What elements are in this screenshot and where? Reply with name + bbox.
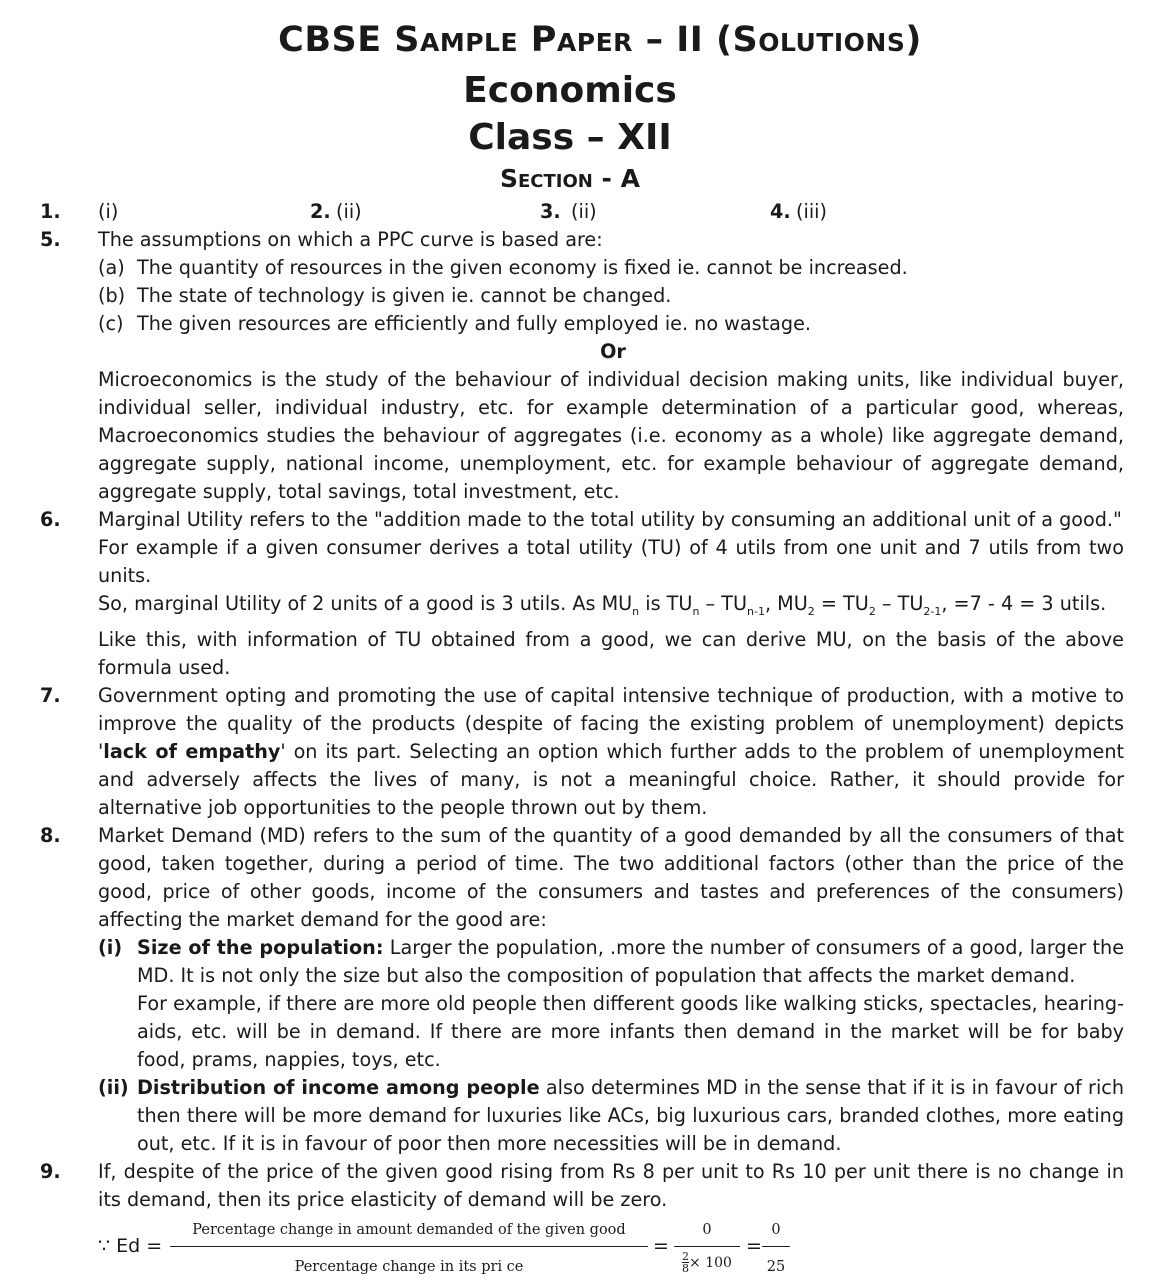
point-text: The given resources are efficiently and fully employed ie. no wastage. (137, 312, 811, 335)
q5-alternative-answer: Microeconomics is the study of the behaviour of individual decision making units, like individual buyer, individual seller, individual industry, etc. for example determination of a particular good, whereas, Macroeconomics studies the behaviour of aggregates (i.e. economy as a whole) like aggregate demand, aggregate supply, national income, unemployment, etc. for example behaviour of aggregate demand, aggregate supply, total savings, total investment, etc. (98, 368, 1124, 503)
q6-line-3: So, marginal Utility of 2 units of a good is 3 utils. As $MU_n$ is $TU_n - TU_{n-1}$, $MU_2 = TU_2 - TU_{2-1}$, =7 - 4 = 3 utils. (98, 592, 1107, 618)
formula-fraction-1: Percentage change in amount demanded of the given good Percentage change in its pri ce (170, 1216, 648, 1281)
q5-point-c (98, 310, 1124, 338)
q5-point-b (98, 282, 1124, 310)
q3-answer: (ii) (571, 200, 597, 223)
class-heading: Class – XII (468, 117, 672, 158)
or-divider: Or (600, 340, 626, 363)
q5-point-a (98, 254, 1124, 282)
q7-number: 7. (40, 683, 61, 707)
point-label: (i) (98, 935, 123, 959)
point-text: Size of the population: Larger the population, .more the number of consumers of a good, larger the MD. It is not only the size but also the composition of population that affects the market demand. (137, 935, 1125, 987)
q6-answer (0, 506, 1156, 682)
point-label: (a) (98, 256, 125, 279)
q5-intro: The assumptions on which a PPC curve is based are: (98, 228, 603, 251)
section-heading: Section - A (500, 164, 640, 193)
point-text: Distribution of income among people also determines MD in the sense that if it is in favour of rich then there will be more demand for luxuries like ACs, big luxurious cars, branded clothes, more eating out, etc. If it is in favour of poor then more necessities will be in demand. (137, 1075, 1124, 1155)
elasticity-formula (98, 1214, 1156, 1284)
q6-line-1: Marginal Utility refers to the "addition made to the total utility by consuming an additional unit of a good." (98, 508, 1122, 531)
q1-answer: (i) (98, 200, 119, 223)
q7-text: Government opting and promoting the use of capital intensive technique of production, with a motive to improve the quality of the products (despite of facing the existing problem of unemployment) depicts 'lack of empathy' on its part. Selecting an option which further adds to the problem of unemployment and adversely affects the lives of many, is not a meaningful choice. Rather, it should provide for alternative job opportunities to the people thrown out by them. (98, 683, 1125, 819)
formula-fraction-2: 0 $\frac{2}{8}$ × 100 (674, 1216, 740, 1277)
q8-intro: Market Demand (MD) refers to the sum of the quantity of a good demanded by all the consumers of that good, taken together, during a period of time. The two additional factors (other than the price of the good, price of other goods, income of the consumers and tastes and preferences of the consumers) affecting the market demand for the good are: (98, 823, 1124, 931)
point-example: For example, if there are more old people then different goods like walking sticks, spectacles, hearing-aids, etc. will be in demand. If there are more infants then demand in the market will be for baby food, prams, nappies, toys, etc. (137, 991, 1124, 1071)
formula-fraction-3: $\frac{0}{25}$ (762, 1216, 790, 1281)
q3-number: 3. (540, 200, 561, 223)
q4-answer: (iii) (796, 200, 827, 223)
q2-answer: (ii) (336, 200, 362, 223)
q4-number: 4. (770, 200, 791, 223)
q6-line-2: For example if a given consumer derives a total utility (TU) of 4 utils from one unit and 7 utils from two units. (98, 536, 1124, 587)
q1-number: 1. (40, 200, 61, 223)
subject-heading: Economics (463, 70, 677, 111)
q8-point-ii (98, 1074, 1124, 1158)
answer-body (0, 198, 1156, 1284)
point-label: (c) (98, 312, 124, 335)
q7-answer (0, 682, 1156, 822)
q6-text (98, 506, 1124, 682)
formula-lhs: ∵ Ed = (98, 1234, 163, 1257)
q8-number: 8. (40, 823, 61, 847)
point-text: The quantity of resources in the given economy is fixed ie. cannot be increased. (137, 256, 908, 279)
q8-point-i (98, 934, 1124, 1074)
point-label: (ii) (98, 1075, 129, 1099)
q9-answer (0, 1158, 1156, 1214)
emphasis-lack-of-empathy: lack of empathy (103, 739, 281, 763)
q9-number: 9. (40, 1159, 61, 1183)
paper-title: CBSE Sample Paper – II (Solutions) (278, 20, 922, 60)
q6-number: 6. (40, 508, 61, 531)
q5-answer (0, 226, 1156, 254)
q2-number: 2. (310, 200, 331, 223)
point-text: The state of technology is given ie. cannot be changed. (137, 284, 672, 307)
mcq-answers-row (0, 198, 1156, 226)
q6-line-4: Like this, with information of TU obtained from a good, we can derive MU, on the basis of the above formula used. (98, 627, 1124, 679)
q8-answer (0, 822, 1156, 934)
q9-text: If, despite of the price of the given good rising from Rs 8 per unit to Rs 10 per unit there is no change in its demand, then its price elasticity of demand will be zero. (98, 1159, 1124, 1211)
q5-number: 5. (40, 228, 61, 251)
formula-equals-1: = (653, 1234, 669, 1257)
formula-equals-2: = (746, 1234, 762, 1257)
point-label: (b) (98, 284, 126, 307)
